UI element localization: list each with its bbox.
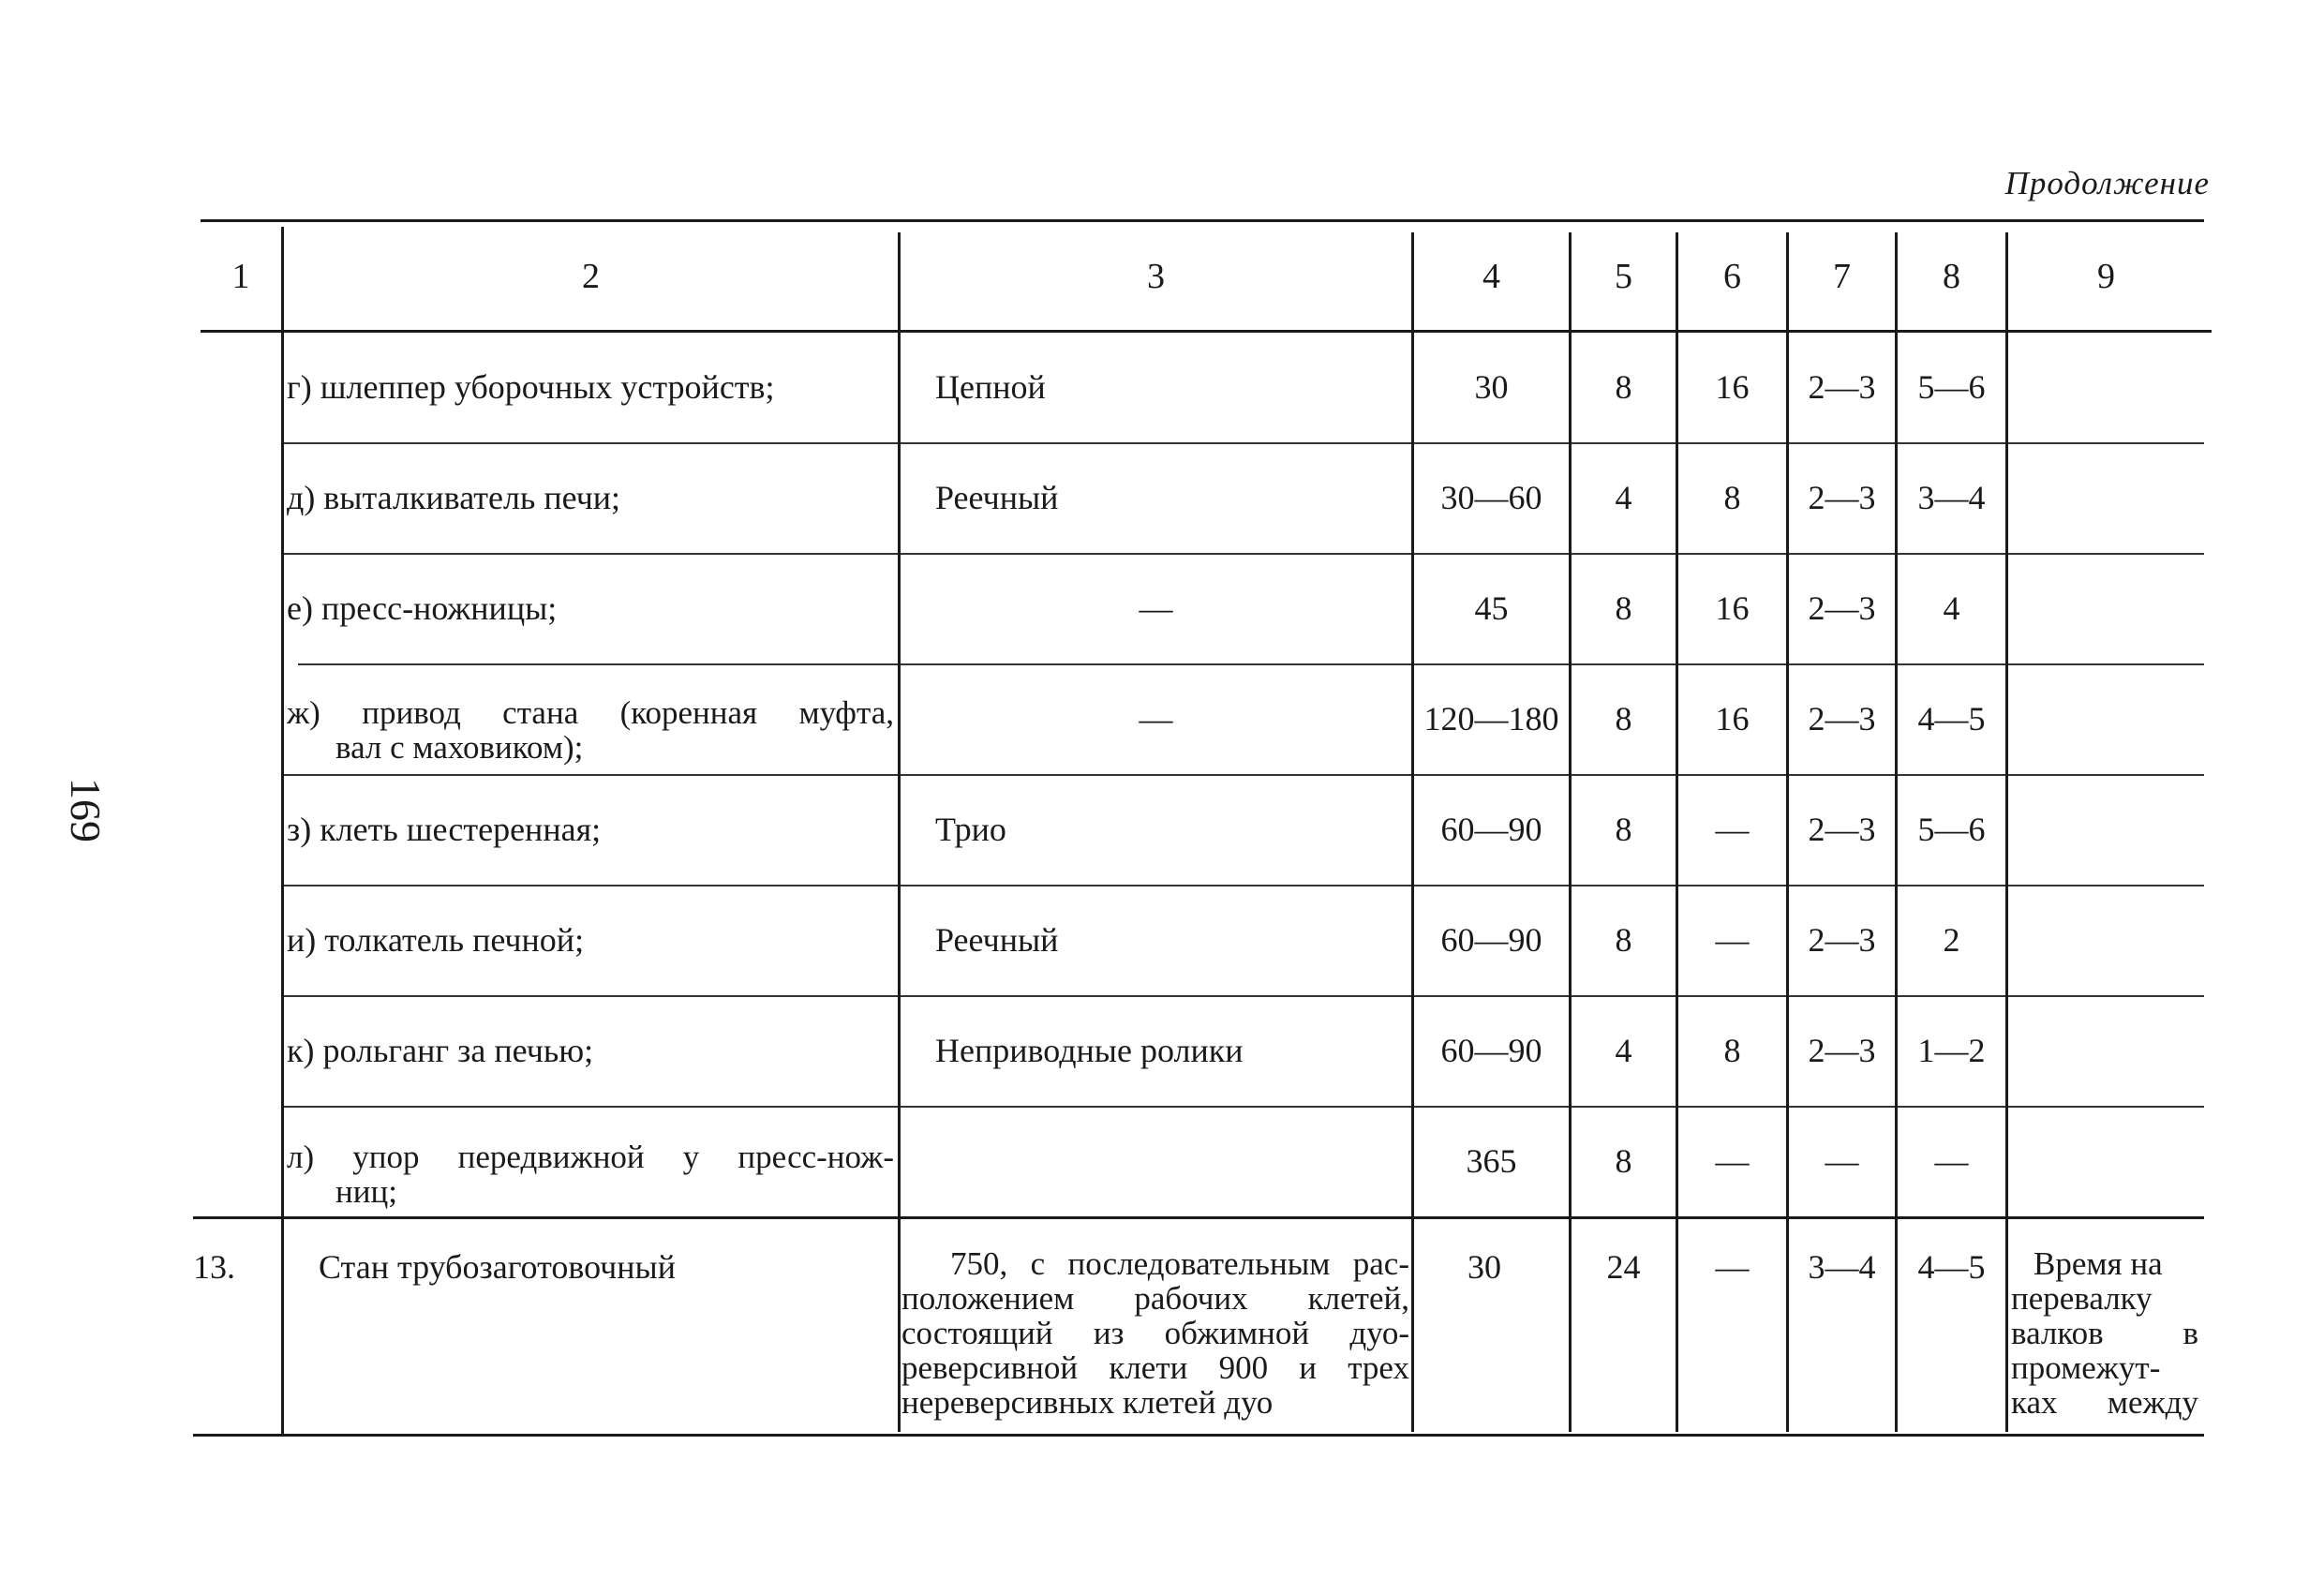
table-cell-value: — (1715, 1248, 1750, 1286)
notes-line: перевалку (2011, 1280, 2153, 1317)
table-cell-value: 16 (1715, 700, 1750, 737)
table-cell-value: 60—90 (1440, 811, 1542, 848)
column-header: 7 (1833, 257, 1851, 296)
table-cell-value: 5—6 (1917, 368, 1986, 406)
table-cell-value: 4 (1615, 479, 1632, 516)
column-header: 1 (231, 257, 250, 296)
table-cell-value: — (1825, 1142, 1859, 1180)
table-cell-type: Реечный (935, 921, 1059, 959)
table-cell-value: 8 (1723, 479, 1741, 516)
table-cell-type: — (1139, 700, 1173, 737)
table-cell-value: 5—6 (1917, 811, 1986, 848)
table-cell-value: — (1715, 811, 1750, 848)
table-cell-value: 2—3 (1808, 811, 1876, 848)
component-line: ж) привод стана (коренная муфта, (287, 694, 894, 731)
table-bottom-rule (193, 1434, 2204, 1437)
table-cell-value: 4 (1615, 1032, 1632, 1069)
column-header: 2 (582, 257, 600, 296)
table-cell-value: 45 (1474, 589, 1509, 627)
table-cell-component: и) толкатель печной; (287, 921, 585, 959)
table-cell-type: Цепной (935, 368, 1046, 406)
table-cell-value: 8 (1615, 368, 1632, 406)
table-cell-value: 8 (1615, 700, 1632, 737)
table-cell-value: 30 (1474, 368, 1509, 406)
table-cell-component (287, 1140, 894, 1214)
column-header: 5 (1615, 257, 1632, 296)
table-cell-value: 3—4 (1917, 479, 1986, 516)
table-cell-value: 120—180 (1423, 700, 1559, 737)
column-divider (898, 232, 901, 1432)
type-line: реверсивной клети 900 и трех (901, 1349, 1409, 1386)
type-line: состоящий из обжимной дуо- (901, 1315, 1409, 1351)
table-cell-value: 8 (1615, 921, 1632, 959)
table-cell-type: Реечный (935, 479, 1059, 516)
component-line: вал с маховиком); (335, 729, 584, 766)
table-cell-component (287, 695, 894, 774)
table-cell-value: 16 (1715, 589, 1750, 627)
table-cell-value: 4—5 (1917, 1248, 1986, 1286)
table-cell-value: 24 (1606, 1248, 1641, 1286)
table-cell-value: 2—3 (1808, 479, 1876, 516)
type-line: 750, с последовательным рас- (950, 1245, 1409, 1282)
table-cell-value: 365 (1466, 1142, 1517, 1180)
table-cell-type (935, 1108, 1411, 1214)
table-cell-value: 8 (1615, 811, 1632, 848)
table-cell-type (901, 1246, 1409, 1429)
column-header: 6 (1723, 257, 1741, 296)
notes-line: ках между (2011, 1384, 2198, 1421)
column-header: 4 (1482, 257, 1500, 296)
table-cell-value: 30 (1467, 1248, 1501, 1286)
table-cell-component: з) клеть шестеренная; (287, 811, 602, 848)
table-cell-component: д) выталкиватель печи; (287, 479, 621, 516)
continuation-label: Продолжение (2004, 165, 2210, 201)
page-number: 169 (62, 778, 110, 842)
table-cell-value: 2—3 (1808, 589, 1876, 627)
notes-line: Время на (2034, 1245, 2163, 1282)
table-cell-component: е) пресс-ножницы; (287, 589, 558, 627)
table-cell-value: 2—3 (1808, 1032, 1876, 1069)
table-cell-value: 8 (1615, 589, 1632, 627)
column-header: 9 (2097, 257, 2115, 296)
table-cell-value: 8 (1615, 1142, 1632, 1180)
column-divider (2005, 232, 2008, 1432)
table-cell-component: к) рольганг за печью; (287, 1032, 594, 1069)
table-cell-type: — (1139, 589, 1173, 627)
table-cell-component: г) шлеппер уборочных устройств; (287, 368, 775, 406)
table-cell-value: 2—3 (1808, 921, 1876, 959)
table-cell-value: 4—5 (1917, 700, 1986, 737)
column-header: 3 (1147, 257, 1165, 296)
column-header: 8 (1943, 257, 1960, 296)
table-cell-value: 60—90 (1440, 921, 1542, 959)
table-cell-value: 1—2 (1917, 1032, 1986, 1069)
section-rule (193, 1216, 2204, 1219)
table-cell-value: 2—3 (1808, 700, 1876, 737)
table-cell-value: 3—4 (1808, 1248, 1876, 1286)
table-cell-value: — (1715, 1142, 1750, 1180)
notes-line: валков в (2011, 1315, 2198, 1351)
component-line: л) упор передвижной у пресс-нож- (287, 1139, 894, 1175)
table-cell-value: 2 (1943, 921, 1960, 959)
table-cell-component: Стан трубозаготовочный (319, 1248, 676, 1286)
component-line: ниц; (335, 1173, 397, 1210)
table-cell-value: 30—60 (1440, 479, 1542, 516)
table-cell-value: 16 (1715, 368, 1750, 406)
type-line: нереверсивных клетей дуо (901, 1384, 1274, 1421)
table-cell-value: — (1715, 921, 1750, 959)
table-cell-value: 60—90 (1440, 1032, 1542, 1069)
column-divider (281, 227, 284, 1436)
table-cell-type: Неприводные ролики (935, 1032, 1244, 1069)
row-number: 13. (193, 1248, 235, 1286)
table-top-rule (201, 219, 2204, 222)
header-bottom-rule (201, 330, 2212, 333)
table-cell-type: Трио (935, 811, 1006, 848)
notes-line: промежут- (2011, 1349, 2161, 1386)
table-cell-value: — (1934, 1142, 1969, 1180)
table-cell-notes (2011, 1246, 2198, 1429)
type-line: положением рабочих клетей, (901, 1280, 1409, 1317)
table-cell-value: 8 (1723, 1032, 1741, 1069)
table-cell-value: 2—3 (1808, 368, 1876, 406)
table-cell-value: 4 (1943, 589, 1960, 627)
